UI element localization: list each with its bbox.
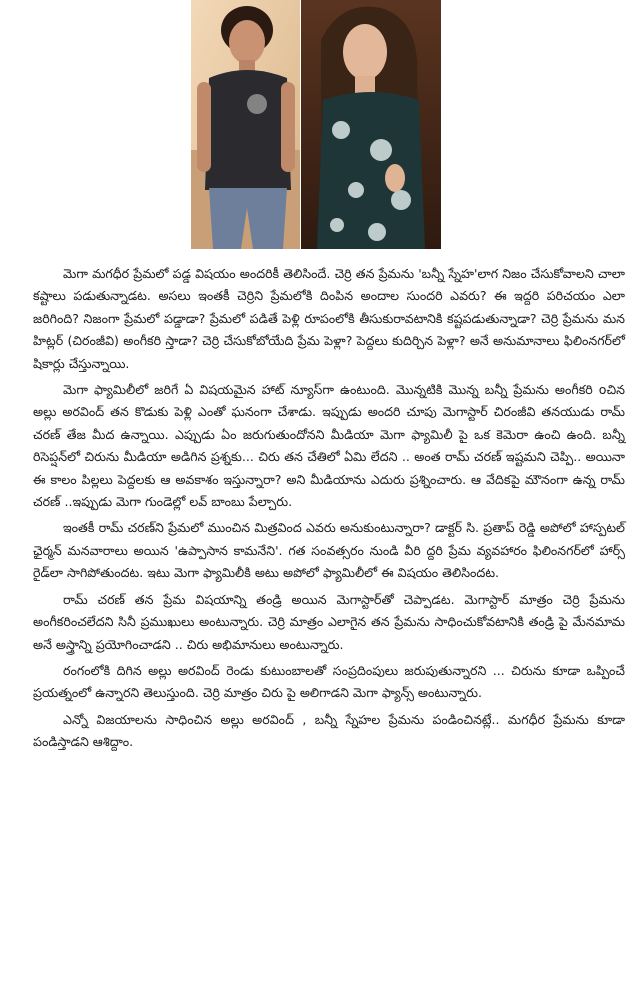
paragraph-6: ఎన్నో విజయాలను సాధించిన అల్లు అరవింద్ , బన్నీ స్నేహల ప్రేమను పండించినట్లే.. మగధీర ప్రేమను కూడా పండిస్తాడని ఆశిద్దాం.: [33, 711, 625, 750]
woman-photo-icon: [301, 0, 441, 249]
paragraph-5: రంగంలోకి దిగిన అల్లు అరవింద్ రెండు కుటుంబాలతో సంప్రదింపులు జరుపుతున్నారని ... చిరును కూడా ఒప్పించే ప్రయత్నంలో ఉన్నారని తెలుస్తుంది. చెర్రి మాత్రం చిరు పై అలిగాడని మెగా ఫ్యాన్స్ అంటున్నారు.: [33, 662, 625, 701]
paragraph-2: మెగా ఫ్యామిలీలో జరిగే ఏ విషయమైన హాట్ న్యూస్‌గా ఉంటుంది. మొన్నటికి మొన్న బన్నీ ప్రేమను అంగీకరి oచిన అల్లు అరవింద్ తన కొడుకు పెళ్లి ఎంతో ఘనంగా చేశాడు. ఇప్పుడు అందరి చూపు మెగాస్టార్ చిరంజీవి తనయుడు రామ్ చరణ్ తేజ మీద ఉన్నాయి. ఎప్పుడు ఏం జరుగుతుందోనని మీడియా మెగా ఫ్యామిలీ పై ఒక కెమెరా ఉంచి ఉంది. బన్నీ రిసెప్షన్‌లో చిరును మీడియా అడిగిన ప్రశ్నకు... చిరు తన చేతిలో ఏమి లేదని .. అంత రామ్ చరణ్ ఇష్టమని చెప్పి.. అయినా ఈ కాలం పిల్లలు పెద్దలకు ఆ అవకాశం ఇస్తున్నారా? అని మీడియాను ఎదురు ప్రశ్నించారు. ఆ వేదికపై మౌనంగా ఉన్న రామ్ చరణ్ ..ఇప్పుడు మెగా గుండెల్లో లవ్ బాంబు పేల్చారు.: [33, 382, 625, 510]
article-body: [33, 263, 625, 758]
paragraph-3: ఇంతకీ రామ్ చరణ్‌ని ప్రేమలో ముంచిన మిత్రవింద ఎవరు అనుకుంటున్నారా? డాక్టర్ సి. ప్రతాప్ రెడ్డి అపోలో హాస్పటల్ ఛైర్మన్ మనవారాలు అయిన 'ఉప్పాసాన కామనేని'. గత సంవత్సరం నుండి వీరి ద్దరి ప్రేమ వ్యవహారం ఫిలింనగర్‌లో హార్స్ రైడ్‌లా సాగిపోతుందట. ఇటు మెగా ఫ్యామిలీకి అటు అపోలో ఫ్యామిలీలో ఈ విషయం తెలిసిందట.: [33, 520, 625, 581]
paragraph-1: మెగా మగధీర ప్రేమలో పడ్డ విషయం అందరికీ తెలిసిందే. చెర్రి తన ప్రేమను 'బన్నీ స్నేహ'లాగ నిజం చేసుకోవాలని చాలా కష్టాలు పడుతున్నాడట. అసలు ఇంతకీ చెర్రిని ప్రేమలోకి దింపిన అందాల సుందరి ఎవరు? ఈ ఇద్దరి పరిచయం ఎలా జరిగింది? నిజంగా ప్రేమలో పడ్డాడా? ప్రేమలో పడితే పెళ్లి రూపంలోకి తీసుకురావటానికి కష్టపడుతున్నాడా? చెర్రి ప్రేమను మన హిట్లర్ (చిరంజీవి) అంగీకరి స్తాడా? చెర్రి చేసుకోబోయేది ప్రేమ పెళ్లా? పెద్దలు కుదిర్చిన పెళ్లా? అనే అనుమానాలు ఫిలింనగర్‌లో షికార్లు చేస్తున్నాయి.: [33, 266, 625, 371]
paragraph-4: రామ్ చరణ్ తన ప్రేమ విషయాన్ని తండ్రి అయిన మెగాస్టార్‌తో చెప్పాడట. మెగాస్టార్ మాత్రం చెర్రి ప్రేమను అంగీకరించలేదని సినీ ప్రముఖులు అంటున్నారు. చెర్రి మాత్రం ఎలాగైన తన ప్రేమను సాధించుకోవటానికి తండ్రి పై మేనమామ అనే అస్త్రాన్ని ప్రయోగించాడని .. చిరు అభిమానులు అంటున్నారు.: [33, 591, 625, 652]
man-photo-icon: [191, 0, 300, 249]
header-photos: [191, 0, 441, 249]
